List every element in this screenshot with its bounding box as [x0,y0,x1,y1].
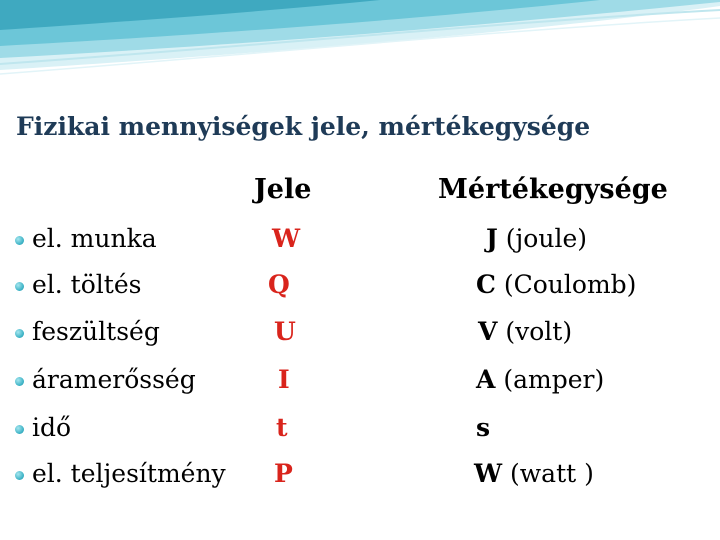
column-header-unit: Mértékegysége [438,174,668,205]
unit-symbol: J [486,224,498,253]
unit-symbol: s [476,413,491,442]
unit-name: (Coulomb) [503,270,637,299]
quantity-symbol: U [274,317,296,346]
unit-symbol: C [476,270,496,299]
bullet-icon [15,329,24,338]
quantity-symbol: t [276,413,288,442]
list-item [0,268,720,308]
quantity-name: idő [32,413,72,442]
decorative-wave-banner [0,0,720,80]
quantity-name: el. munka [32,224,157,253]
slide-title: Fizikai mennyiségek jele, mértékegysége [16,112,591,141]
quantity-symbol: Q [268,270,290,299]
list-item [0,222,720,262]
list-item [0,411,720,451]
quantity-name: áramerősség [32,365,196,394]
unit-cell [476,413,490,442]
bullet-icon [15,471,24,480]
column-header-symbol: Jele [254,174,312,205]
bullet-icon [15,236,24,245]
unit-name: (watt ) [510,459,594,488]
bullet-icon [15,282,24,291]
unit-symbol: V [478,317,498,346]
quantity-name: el. töltés [32,270,142,299]
quantity-symbol: I [278,365,290,394]
quantity-name: feszültség [32,317,160,346]
quantity-name: el. teljesítmény [32,459,226,488]
bullet-icon [15,425,24,434]
unit-cell [486,224,587,253]
unit-name: (volt) [505,317,573,346]
list-item [0,315,720,355]
bullet-icon [15,377,24,386]
unit-cell [476,270,636,299]
list-item [0,363,720,403]
unit-name: (amper) [503,365,605,394]
quantity-symbol: W [272,224,301,253]
unit-cell [478,317,572,346]
unit-cell [474,459,594,488]
unit-cell [476,365,604,394]
quantity-symbol: P [274,459,293,488]
unit-symbol: A [476,365,496,394]
unit-symbol: W [474,459,503,488]
list-item [0,457,720,497]
unit-name: (joule) [505,224,587,253]
